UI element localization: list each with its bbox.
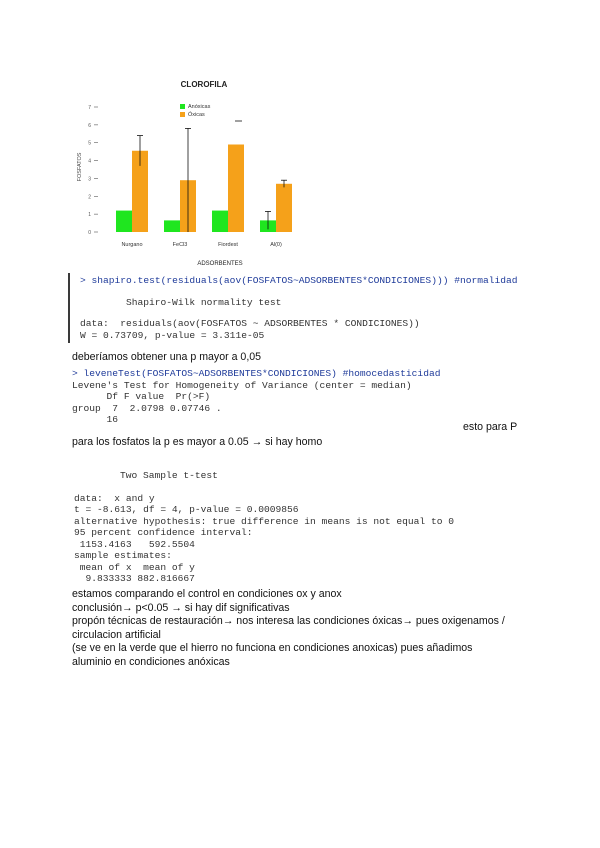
- bar-óxicas-al(0): [276, 184, 292, 232]
- bar-anóxicas-fecl3: [164, 220, 180, 232]
- note-homo: para los fosfatos la p es mayor a 0.05 → si hay homo: [72, 436, 323, 448]
- x-tick-label-al(0): Al(0): [270, 242, 282, 248]
- shapiro-title: Shapiro-Wilk normality test: [126, 296, 282, 308]
- y-tick-label-0: 0: [88, 230, 91, 236]
- y-tick-label-5: 5: [88, 140, 91, 147]
- levene-title: Levene's Test for Homogeneity of Variance (center = median): [72, 379, 412, 391]
- shapiro-command: > shapiro.test(residuals(aov(FOSFATOS~ADSORBENTES*CONDICIONES))) #normalidad: [80, 275, 518, 286]
- para-line-6: aluminio en condiciones anóxicas: [72, 655, 230, 668]
- para-line-2: conclusión→ p<0.05 → si hay dif significativas: [72, 601, 290, 614]
- shapiro-result: W = 0.73709, p-value = 3.311e-05: [80, 329, 265, 341]
- bar-óxicas-fiordest: [228, 145, 244, 233]
- y-axis-label: FOSFATOS: [77, 152, 83, 182]
- legend-label-anóxicas: Anóxicas: [188, 104, 211, 110]
- x-tick-label-nurgano: Nurgano: [121, 242, 143, 248]
- y-tick-label-2: 2: [88, 194, 91, 201]
- ttest-alt: alternative hypothesis: true difference in means is not equal to 0: [74, 515, 454, 527]
- shapiro-data: data: residuals(aov(FOSFATOS ~ ADSORBENTES * CONDICIONES)): [80, 318, 420, 329]
- levene-group: group 7 2.0798 0.07746 .: [72, 402, 222, 414]
- legend-swatch-óxicas: [180, 112, 185, 117]
- shapiro-output: [68, 273, 550, 343]
- levene-df2: 16: [72, 414, 119, 425]
- ttest-data: data: x and y: [74, 492, 155, 504]
- bar-anóxicas-nurgano: [116, 211, 132, 232]
- chart-title: CLOROFILA: [180, 80, 228, 89]
- legend-swatch-anóxicas: [180, 104, 185, 109]
- bar-anóxicas-fiordest: [212, 211, 228, 232]
- levene-output: [72, 368, 472, 426]
- ttest-title: Two Sample t-test: [120, 470, 218, 481]
- levene-command: > leveneTest(FOSFATOS~ADSORBENTES*CONDICIONES) #homocedasticidad: [72, 368, 441, 379]
- x-tick-label-fiordest: Fiordest: [218, 242, 238, 248]
- y-tick-label-6: 6: [88, 122, 91, 129]
- y-tick-label-3: 3: [88, 176, 91, 183]
- ttest-stat: t = -8.613, df = 4, p-value = 0.0009856: [74, 504, 299, 515]
- conclusion-paragraph: [72, 588, 542, 670]
- para-line-4: circulacion artificial: [72, 628, 161, 641]
- ttest-ci-label: 95 percent confidence interval:: [74, 527, 253, 538]
- note-esto-para-p: esto para P: [463, 421, 518, 433]
- clorofila-bar-chart: [72, 72, 302, 267]
- y-tick-label-7: 7: [88, 105, 91, 111]
- note-p-mayor: deberíamos obtener una p mayor a 0,05: [72, 351, 262, 363]
- legend-label-óxicas: Óxicas: [188, 112, 205, 118]
- para-line-3: propón técnicas de restauración→ nos interesa las condiciones óxicas→ pues oxigenamos /: [72, 615, 505, 628]
- y-tick-label-1: 1: [88, 212, 91, 219]
- x-tick-label-fecl3: FeCl3: [172, 242, 188, 248]
- ttest-est-label: sample estimates:: [74, 550, 172, 561]
- levene-header: Df F value Pr(>F): [72, 391, 211, 402]
- ttest-output: [74, 470, 514, 585]
- ttest-est-head: mean of x mean of y: [74, 561, 195, 573]
- ttest-ci: 1153.4163 592.5504: [74, 538, 195, 550]
- para-line-5: (se ve en la verde que el hierro no funciona en condiciones anoxicas) pues añadimos: [72, 642, 473, 655]
- x-axis-label: ADSORBENTES: [197, 261, 243, 267]
- y-tick-label-4: 4: [88, 158, 91, 165]
- ttest-est-vals: 9.833333 882.816667: [74, 573, 195, 584]
- para-line-1: estamos comparando el control en condiciones ox y anox: [72, 588, 342, 600]
